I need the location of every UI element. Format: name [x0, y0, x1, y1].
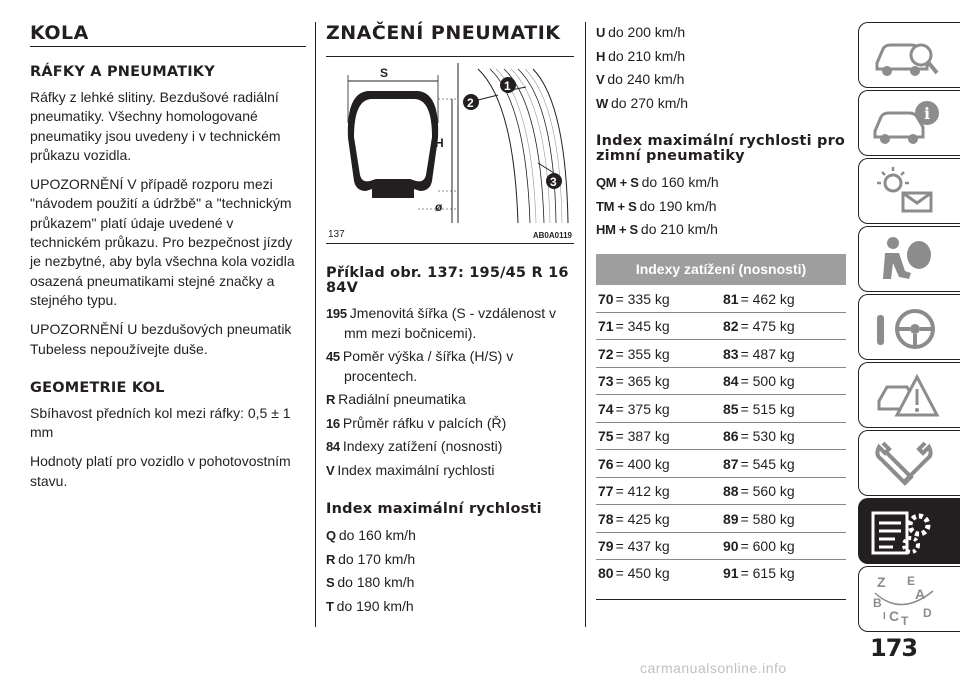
paragraph-geometry-1: Sbíhavost předních kol mezi ráfky: 0,5 ± 1 mm [30, 404, 291, 441]
load-value: = 400 kg [615, 455, 670, 472]
svg-text:I: I [883, 611, 886, 622]
winter-speed-index-list [596, 172, 848, 240]
table-row [596, 478, 846, 506]
index-code: QM + S [596, 175, 639, 191]
index-description: do 170 km/h [338, 550, 416, 567]
index-entry [326, 390, 574, 410]
index-code: 195 [326, 306, 347, 321]
load-value: = 487 kg [740, 345, 795, 362]
label-width-s: S [380, 66, 389, 80]
section-title-wheels: KOLA [30, 22, 306, 47]
load-value: = 615 kg [740, 565, 795, 582]
load-index: 81 [723, 290, 739, 307]
load-index: 91 [723, 565, 739, 582]
index-description: do 160 km/h [641, 174, 719, 191]
index-entry [596, 219, 848, 240]
index-code: 84 [326, 439, 340, 454]
heading-speed-index: Index maximální rychlosti [326, 501, 542, 517]
load-value: = 425 kg [615, 510, 670, 527]
wrench-maintenance-icon [871, 437, 941, 491]
index-code: V [326, 462, 335, 478]
index-entry [596, 196, 848, 217]
technical-data-icon [871, 505, 941, 559]
load-index: 77 [598, 483, 614, 500]
index-entry [326, 549, 574, 570]
table-cell [596, 428, 721, 444]
index-code: HM + S [596, 222, 638, 238]
load-index: 85 [723, 400, 739, 417]
index-description: do 190 km/h [336, 598, 414, 615]
column-divider [585, 22, 586, 627]
index-code: V [596, 72, 605, 88]
table-cell [596, 291, 721, 307]
load-index: 73 [598, 373, 614, 390]
index-description: Průměr ráfku v palcích (Ř) [342, 414, 507, 431]
index-code: TM + S [596, 198, 637, 214]
table-row [596, 450, 846, 478]
index-description: do 210 km/h [640, 221, 718, 238]
load-index: 76 [598, 455, 614, 472]
load-index: 89 [723, 510, 739, 527]
car-info-icon [871, 97, 941, 151]
index-description: do 160 km/h [338, 527, 416, 543]
table-cell [596, 483, 721, 499]
table-cell [721, 565, 846, 581]
index-description: do 190 km/h [639, 197, 717, 214]
load-value: = 600 kg [740, 538, 795, 555]
table-cell [721, 291, 846, 307]
index-description: do 180 km/h [337, 574, 415, 591]
load-value: = 462 kg [740, 290, 795, 307]
callout-1: 1 [504, 79, 511, 93]
svg-text:T: T [901, 614, 909, 627]
load-index: 74 [598, 400, 614, 417]
index-entry [596, 172, 848, 193]
speed-index-list-continued [596, 22, 848, 114]
index-entry [326, 596, 574, 617]
table-row [596, 395, 846, 423]
index-description: do 270 km/h [610, 95, 689, 112]
index-entry [596, 69, 848, 90]
index-entry [596, 46, 848, 67]
load-index-table [596, 254, 846, 600]
svg-text:C: C [889, 608, 900, 624]
index-description: Radiální pneumatika [338, 391, 466, 407]
table-cell [596, 565, 721, 581]
table-cell [721, 483, 846, 499]
load-value: = 580 kg [740, 510, 795, 527]
index-entry [326, 572, 574, 593]
speed-index-list [326, 525, 574, 617]
index-code: U [596, 25, 606, 40]
load-value: = 355 kg [615, 345, 670, 362]
index-description: Index maximální rychlosti [337, 461, 495, 478]
load-index-table-header: Indexy zatížení (nosnosti) [596, 254, 846, 285]
index-code: H [596, 48, 606, 64]
index-description: do 210 km/h [608, 47, 686, 64]
load-value: = 345 kg [615, 318, 670, 335]
chapter-tabs [858, 22, 960, 634]
load-value: = 450 kg [615, 565, 670, 582]
index-entry [326, 461, 574, 481]
tab-airbag-safety[interactable] [858, 226, 960, 292]
load-index: 72 [598, 345, 614, 362]
heading-winter-speed-index: Index maximální rychlosti pro zimní pneumatiky [596, 133, 846, 165]
page-number: 173 [870, 634, 918, 662]
load-index: 84 [723, 373, 739, 390]
table-cell [596, 373, 721, 389]
svg-text:Z: Z [877, 574, 886, 590]
watermark: carmanualsonline.info [640, 660, 787, 676]
callout-3: 3 [550, 175, 557, 189]
tab-technical-data[interactable] [858, 498, 960, 564]
tab-alphabetical-index[interactable] [858, 566, 960, 632]
load-index: 90 [723, 538, 739, 555]
load-value: = 475 kg [740, 318, 795, 335]
load-value: = 412 kg [615, 483, 670, 500]
load-index: 83 [723, 345, 739, 362]
load-value: = 365 kg [615, 373, 670, 390]
index-description: Indexy zatížení (nosnosti) [342, 438, 503, 454]
load-value: = 515 kg [740, 400, 795, 417]
heading-rims-tyres: RÁFKY A PNEUMATIKY [30, 64, 215, 80]
svg-text:A: A [915, 586, 926, 602]
load-value: = 375 kg [615, 400, 670, 417]
car-search-icon [871, 29, 941, 83]
index-entry [596, 93, 848, 114]
table-row [596, 505, 846, 533]
figure-number: 137 [328, 229, 345, 240]
label-diameter: ø [435, 200, 443, 214]
load-index: 70 [598, 290, 614, 307]
load-index: 88 [723, 483, 739, 500]
paragraph-rims-2: UPOZORNĚNÍ V případě rozporu mezi "návodem použití a údržbě" a "technickým průkazem" platí údaje uvedené v technickém průkazu. Pro bezpečnost jízdy je nezbytné, aby byla všechna kola vozidla osazená pneumatikami stejné značky a stejného typu. [30, 176, 295, 308]
paragraph-geometry-2: Hodnoty platí pro vozidlo v pohotovostním stavu. [30, 453, 291, 489]
tab-car-info[interactable] [858, 90, 960, 156]
tab-warning[interactable] [858, 362, 960, 428]
load-value: = 335 kg [615, 290, 670, 307]
table-cell [596, 401, 721, 417]
tyre-diagram [328, 63, 572, 223]
index-description: Poměr výška / šířka (H/S) v procentech. [342, 348, 514, 384]
index-entry [326, 304, 574, 343]
index-code: T [326, 599, 334, 615]
load-index: 87 [723, 455, 739, 472]
svg-text:D: D [923, 606, 932, 620]
dashboard-lights-icon [871, 165, 941, 219]
table-row [596, 368, 846, 396]
load-index: 71 [598, 318, 614, 335]
tyre-cross-section-figure [326, 56, 574, 244]
load-value: = 437 kg [615, 538, 670, 555]
index-entry [326, 347, 574, 386]
index-entry [596, 22, 848, 43]
table-row [596, 313, 846, 341]
index-entry [326, 414, 574, 434]
index-description: Jmenovitá šířka (S - vzdálenost v mm mezi bočnicemi). [344, 305, 556, 341]
table-cell [721, 538, 846, 554]
table-cell [596, 456, 721, 472]
tab-dashboard-lights[interactable] [858, 158, 960, 224]
load-value: = 560 kg [740, 483, 795, 500]
load-index: 75 [598, 428, 614, 445]
paragraph-rims-1: Ráfky z lehké slitiny. Bezdušové radiální pneumatiky. Všechny homologované pneumatiky jsou uvedeny i v technickém průkazu vozidla. [30, 89, 281, 163]
callout-2: 2 [467, 96, 474, 110]
tab-steering-wheel[interactable] [858, 294, 960, 360]
load-index: 82 [723, 318, 739, 335]
index-code: 45 [326, 349, 340, 364]
load-index: 86 [723, 428, 739, 445]
column-wheels [30, 22, 306, 501]
index-entry [326, 437, 574, 457]
load-value: = 545 kg [740, 455, 795, 472]
table-cell [721, 456, 846, 472]
index-code: W [596, 96, 608, 112]
svg-text:i: i [924, 104, 931, 123]
table-cell [721, 318, 846, 334]
index-code: R [326, 551, 336, 567]
index-code: S [326, 575, 335, 591]
index-code: 16 [326, 415, 340, 431]
load-index: 79 [598, 538, 614, 555]
definitions-list [326, 304, 574, 480]
table-cell [721, 401, 846, 417]
tab-maintenance[interactable] [858, 430, 960, 496]
column-divider [315, 22, 316, 627]
table-cell [721, 346, 846, 362]
index-description: do 240 km/h [607, 71, 685, 88]
table-cell [596, 318, 721, 334]
index-code: Q [326, 528, 336, 543]
load-index: 80 [598, 565, 614, 582]
figure-code: AB0A0119 [532, 231, 572, 240]
tab-car-search[interactable] [858, 22, 960, 88]
paragraph-rims-3: UPOZORNĚNÍ U bezdušových pneumatik Tubeless nepoužívejte duše. [30, 321, 292, 357]
column-indexes [596, 22, 848, 600]
svg-text:E: E [907, 574, 916, 588]
table-row [596, 423, 846, 451]
svg-text:B: B [873, 596, 882, 610]
section-title-tyre-markings: ZNAČENÍ PNEUMATIK [326, 22, 561, 44]
airbag-safety-icon [871, 233, 941, 287]
table-cell [596, 346, 721, 362]
column-tyre-markings [326, 22, 574, 620]
table-row [596, 560, 846, 600]
table-cell [721, 511, 846, 527]
heading-wheel-geometry: GEOMETRIE KOL [30, 379, 165, 396]
index-description: do 200 km/h [608, 24, 686, 40]
steering-wheel-icon [871, 301, 941, 355]
table-cell [721, 373, 846, 389]
index-entry [326, 525, 574, 546]
table-cell [596, 538, 721, 554]
label-height-h: H [435, 136, 444, 150]
table-row [596, 285, 846, 313]
load-index: 78 [598, 510, 614, 527]
index-code: R [326, 392, 336, 407]
table-row [596, 533, 846, 561]
table-cell [596, 511, 721, 527]
load-value: = 530 kg [740, 428, 795, 445]
table-row [596, 340, 846, 368]
warning-triangle-icon [871, 369, 941, 423]
alphabetical-index-icon [871, 573, 941, 627]
table-cell [721, 428, 846, 444]
load-value: = 387 kg [615, 428, 670, 445]
heading-example: Příklad obr. 137: 195/45 R 16 84V [326, 265, 569, 296]
load-value: = 500 kg [740, 373, 795, 390]
